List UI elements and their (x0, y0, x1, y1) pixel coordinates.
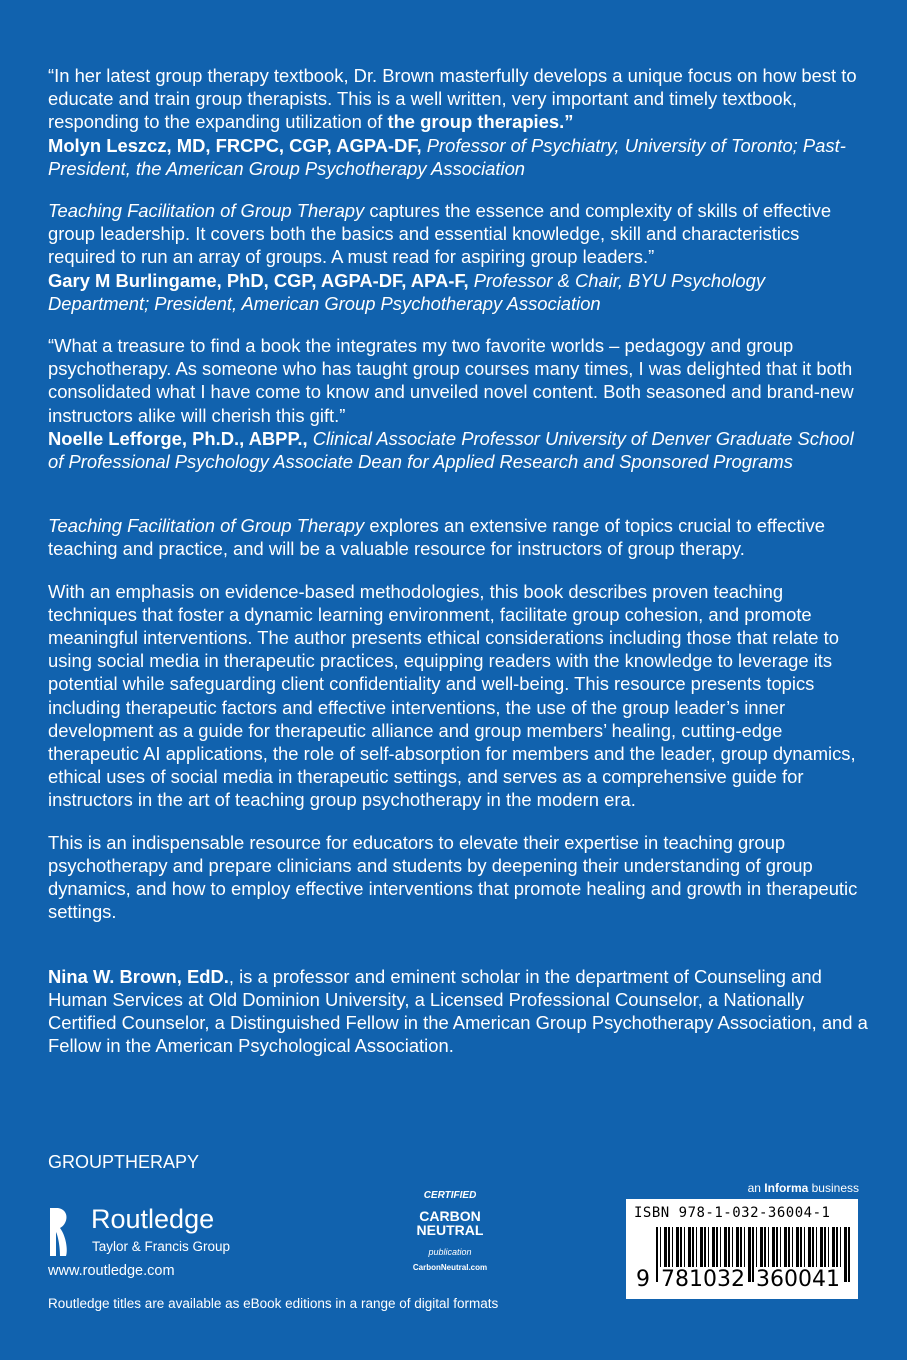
informa-tagline (748, 1181, 859, 1195)
isbn-label: ISBN 978-1-032-36004-1 (634, 1205, 831, 1221)
carbon-certified: CERTIFIED (423, 1190, 477, 1201)
endorser-affiliation: Professor & Chair, BYU Psychology Department; President, American Group Psychotherapy Association (48, 269, 766, 314)
isbn-barcode (626, 1199, 858, 1299)
description-1 (48, 514, 868, 560)
cover-text (48, 64, 868, 1076)
ebook-note: Routledge titles are available as eBook editions in a range of digital formats (48, 1296, 499, 1311)
carbon-url: CarbonNeutral.com (412, 1263, 488, 1272)
subject-category: GROUPTHERAPY (48, 1152, 200, 1172)
author-bio-text: , is a professor and eminent scholar in the department of Counseling and Human Services at Old Dominion University, a Licensed Professional Counselor, a Nationally Certified Counselor, a Distinguished Fellow in the American Group Psychotherapy Association, and a Fellow in the American Psychological Association. (48, 965, 868, 1057)
endorsement-2 (48, 199, 868, 315)
description-2: With an emphasis on evidence-based methodologies, this book describes proven teaching techniques that foster a dynamic learning environment, facilitate group cohesion, and promote meaningful interventions. The author presents ethical considerations including those that relate to using social media in therapeutic practices, equipping readers with the knowledge to leverage its potential while safeguarding client confidentiality and well-being. This resource presents topics including therapeutic factors and effective interventions, the use of the group leader’s inner development as a guide for therapeutic alliance and group members’ healing, cutting-edge therapeutic AI applications, the role of self-absorption for members and the leader, group dynamics, ethical uses of social media in therapeutic settings, and serves as a comprehensive guide for instructors in the art of teaching group psychotherapy in the modern era. (48, 580, 856, 811)
book-title: Teaching Facilitation of Group Therapy (48, 200, 365, 222)
quote-text: captures the essence and complexity of skills of effective group leadership. It covers both the basics and essential knowledge, skill and characteristics required to run an array of groups. A must read for aspiring group leaders.” (48, 200, 832, 268)
endorser-name: Gary M Burlingame, PhD, CGP, AGPA-DF, APA-F, (48, 269, 469, 291)
digit-group: 781032 (661, 1267, 745, 1292)
description-3: This is an indispensable resource for educators to elevate their expertise in teaching group psychotherapy and prepare clinicians and students by deepening their understanding of group dynamics, and how to employ effective interventions that promote healing and growth in therapeutic settings. (48, 831, 858, 923)
quote-text: “What a treasure to find a book the integrates my two favorite worlds – pedagogy and group psychotherapy. As someone who has taught group courses many times, I was delighted that it both consolidated what I have come to know and unveiled novel content. Both seasoned and brand-new instructors alike will cherish this gift.” (48, 335, 854, 426)
quote-bold: the group therapies.” (387, 111, 574, 133)
carbon-neutral-logo (400, 1190, 500, 1272)
book-title: Teaching Facilitation of Group Therapy (48, 515, 365, 537)
publisher-group: Taylor & Francis Group (92, 1239, 231, 1254)
quote-text: “In her latest group therapy textbook, Dr. Brown masterfully develops a unique focus on how best to educate and train group therapists. This is a well written, very important and timely textbook, responding to the expanding utilization of (48, 65, 857, 133)
endorsement-3 (48, 334, 868, 473)
description-text: explores an extensive range of topics crucial to effective teaching and practice, and will be a valuable resource for instructors of group therapy. (48, 515, 825, 560)
carbon-line2: NEUTRAL (416, 1222, 484, 1238)
endorsement-1 (48, 64, 868, 180)
carbon-line1: CARBON (419, 1208, 481, 1224)
endorser-affiliation: Professor of Psychiatry, University of Toronto; Past-President, the American Group Psychotherapy Association (48, 134, 846, 179)
routledge-logo-icon (48, 1206, 70, 1258)
barcode-digits (634, 1267, 842, 1292)
carbon-sub: publication (428, 1247, 472, 1257)
endorser-name: Molyn Leszcz, MD, FRCPC, CGP, AGPA-DF, (48, 134, 422, 156)
digit-group: 9 (636, 1267, 650, 1292)
digit-group: 360041 (755, 1267, 840, 1292)
publisher-url[interactable]: www.routledge.com (48, 1263, 175, 1279)
informa-pre: an (747, 1181, 765, 1195)
informa-brand: Informa (764, 1181, 809, 1195)
endorser-name: Noelle Lefforge, Ph.D., ABPP., (48, 427, 308, 449)
informa-post: business (808, 1181, 859, 1195)
endorser-affiliation: Clinical Associate Professor University of Denver Graduate School of Professional Psychology Associate Dean for Applied Research and Sponsored Programs (48, 427, 854, 473)
publisher-name: Routledge (91, 1204, 215, 1234)
author-bio (48, 965, 868, 1058)
author-name: Nina W. Brown, EdD. (48, 965, 229, 987)
